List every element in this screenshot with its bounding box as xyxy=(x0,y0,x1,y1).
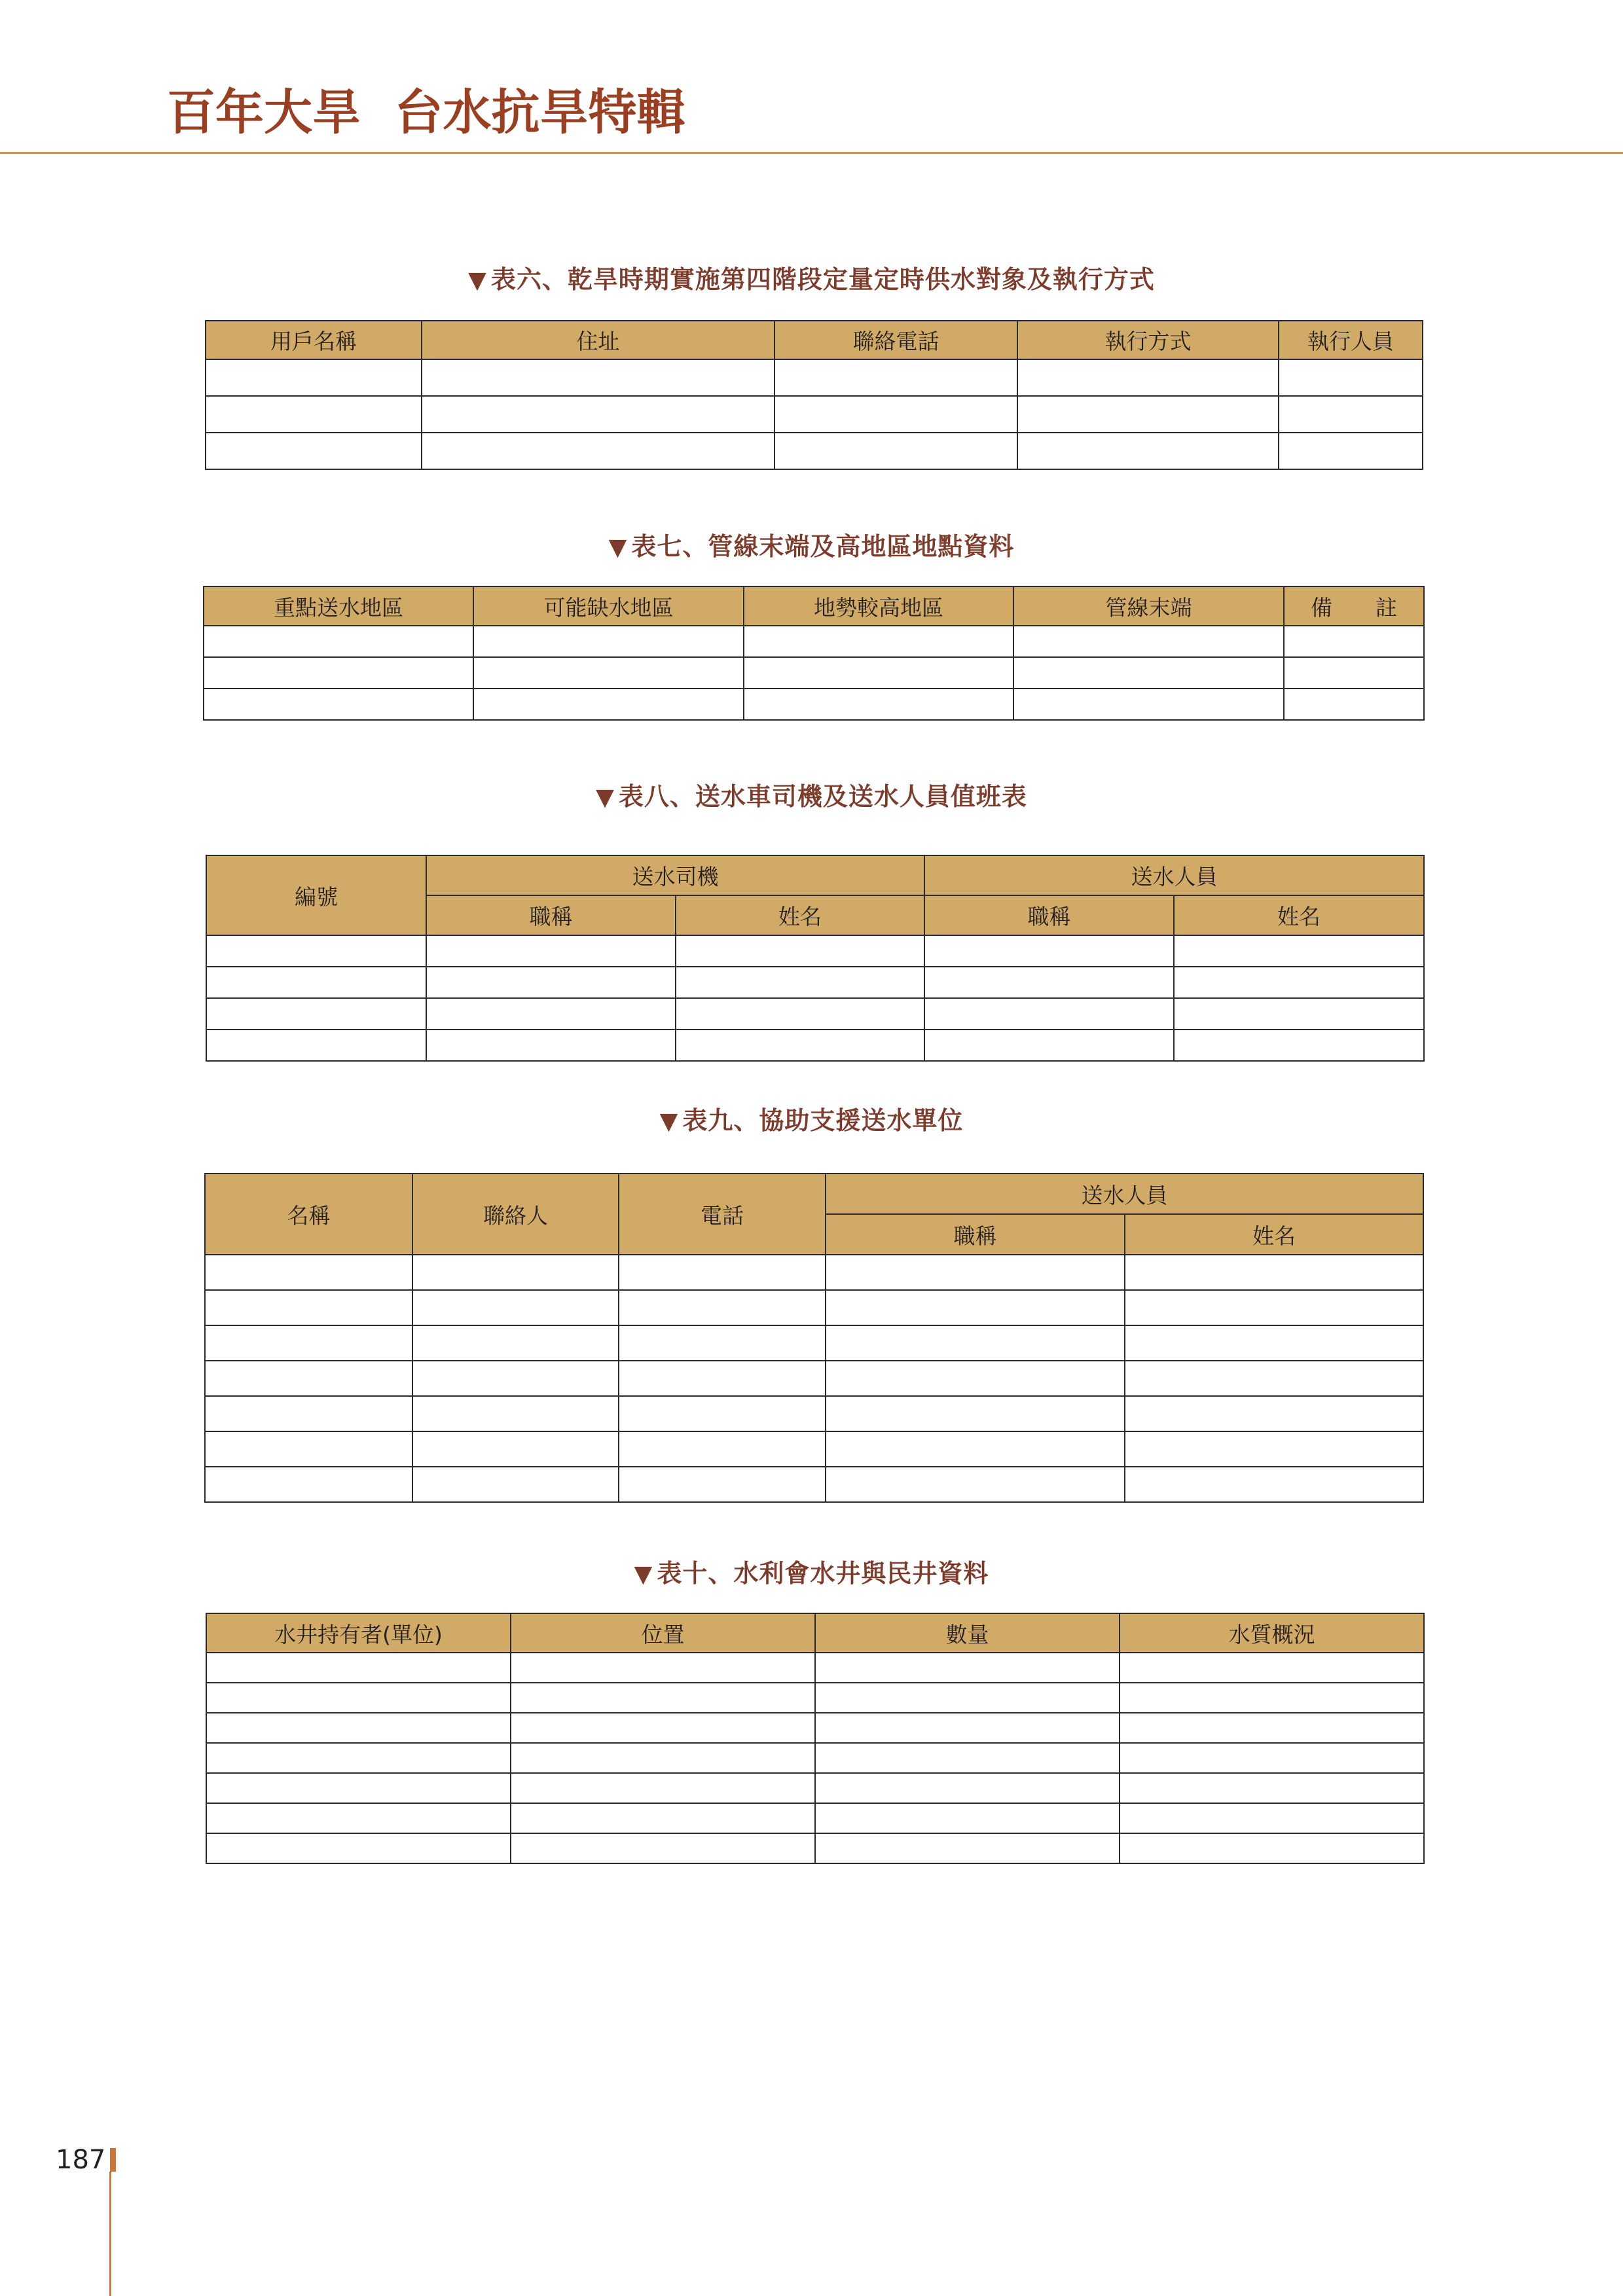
table-cell xyxy=(619,1361,826,1396)
table-cell xyxy=(412,1325,619,1361)
table-cell xyxy=(1120,1833,1424,1863)
table-row xyxy=(206,433,1423,469)
table-cell xyxy=(619,1396,826,1431)
table10-header: 水質概況 xyxy=(1120,1613,1424,1653)
table-row xyxy=(205,1431,1423,1467)
table-row xyxy=(205,1467,1423,1502)
table-cell xyxy=(422,433,775,469)
table-cell xyxy=(205,1255,412,1290)
table-cell xyxy=(205,1325,412,1361)
table-cell xyxy=(815,1683,1120,1713)
table-cell xyxy=(1125,1467,1423,1502)
table-cell xyxy=(826,1431,1125,1467)
table-cell xyxy=(815,1833,1120,1863)
table-cell xyxy=(1120,1773,1424,1803)
table-cell xyxy=(206,1653,511,1683)
table-cell xyxy=(619,1325,826,1361)
table-cell xyxy=(924,967,1174,998)
table-cell xyxy=(619,1431,826,1467)
table-cell xyxy=(206,433,422,469)
table-cell xyxy=(511,1653,815,1683)
table-cell xyxy=(1174,1030,1424,1061)
table-cell xyxy=(1174,935,1424,967)
table8-subheader: 職稱 xyxy=(426,895,676,935)
table-cell xyxy=(422,359,775,396)
table-cell xyxy=(1284,626,1424,657)
table-cell xyxy=(205,1467,412,1502)
table-cell xyxy=(511,1743,815,1773)
table-cell xyxy=(826,1467,1125,1502)
table-cell xyxy=(1279,433,1423,469)
table-cell xyxy=(1013,689,1284,720)
table-cell xyxy=(826,1361,1125,1396)
table9 xyxy=(204,1173,1424,1503)
table6-header: 執行方式 xyxy=(1017,321,1279,359)
page-number: 187 xyxy=(56,2145,106,2175)
table-row xyxy=(206,1773,1424,1803)
table-cell xyxy=(826,1290,1125,1325)
table8-subheader: 姓名 xyxy=(676,895,924,935)
table-cell xyxy=(1125,1325,1423,1361)
table-row xyxy=(205,1361,1423,1396)
table8-group-driver: 送水司機 xyxy=(426,855,924,895)
table-cell xyxy=(1013,626,1284,657)
table-cell xyxy=(676,935,924,967)
triangle-down-icon: ▼ xyxy=(596,784,615,811)
table-cell xyxy=(422,396,775,433)
table-cell xyxy=(473,626,744,657)
table10-header: 水井持有者(單位) xyxy=(206,1613,511,1653)
table-row xyxy=(205,1290,1423,1325)
table9-header: 名稱 xyxy=(205,1174,412,1255)
table-row xyxy=(206,359,1423,396)
table6 xyxy=(205,320,1423,470)
table-cell xyxy=(744,657,1013,689)
table-cell xyxy=(206,1713,511,1743)
table-cell xyxy=(619,1467,826,1502)
table7-header: 可能缺水地區 xyxy=(473,586,744,626)
table-cell xyxy=(1120,1743,1424,1773)
table6-header: 執行人員 xyxy=(1279,321,1423,359)
table-cell xyxy=(1017,359,1279,396)
table-row xyxy=(206,998,1424,1030)
table-cell xyxy=(426,998,676,1030)
table-cell xyxy=(1284,689,1424,720)
table-cell xyxy=(412,1290,619,1325)
triangle-down-icon: ▼ xyxy=(468,267,487,294)
table-cell xyxy=(511,1773,815,1803)
table8-caption: ▼ 表八、送水車司機及送水人員值班表 xyxy=(596,782,1027,811)
table-row xyxy=(206,1030,1424,1061)
table-cell xyxy=(206,1743,511,1773)
table-row xyxy=(205,1325,1423,1361)
table-row xyxy=(206,1653,1424,1683)
table-cell xyxy=(206,967,426,998)
table-row xyxy=(205,1396,1423,1431)
table10-header: 數量 xyxy=(815,1613,1120,1653)
table-cell xyxy=(426,1030,676,1061)
table9-subheader: 職稱 xyxy=(826,1214,1125,1255)
table-cell xyxy=(1120,1683,1424,1713)
table-cell xyxy=(775,396,1017,433)
table-cell xyxy=(206,1030,426,1061)
table-cell xyxy=(1017,396,1279,433)
table-cell xyxy=(1174,967,1424,998)
table-cell xyxy=(1017,433,1279,469)
table-cell xyxy=(205,1290,412,1325)
table-cell xyxy=(826,1255,1125,1290)
table9-header: 聯絡人 xyxy=(412,1174,619,1255)
table-row xyxy=(206,935,1424,967)
table-cell xyxy=(511,1803,815,1833)
table-cell xyxy=(1120,1713,1424,1743)
triangle-down-icon: ▼ xyxy=(659,1108,679,1135)
table-cell xyxy=(473,657,744,689)
table9-group-staff: 送水人員 xyxy=(826,1174,1423,1214)
table-row xyxy=(206,1803,1424,1833)
table7-header: 備 註 xyxy=(1284,586,1424,626)
table-cell xyxy=(206,935,426,967)
table7 xyxy=(203,586,1425,721)
table-cell xyxy=(826,1325,1125,1361)
table9-caption: ▼ 表九、協助支援送水單位 xyxy=(659,1106,964,1135)
table-cell xyxy=(1279,396,1423,433)
table-cell xyxy=(815,1743,1120,1773)
table10 xyxy=(206,1613,1425,1864)
table8-group-staff: 送水人員 xyxy=(924,855,1424,895)
table-row xyxy=(206,1833,1424,1863)
table-row xyxy=(204,626,1424,657)
table8-number-header: 編號 xyxy=(206,855,426,935)
table-cell xyxy=(412,1431,619,1467)
table9-subheader: 姓名 xyxy=(1125,1214,1423,1255)
table-cell xyxy=(676,967,924,998)
header-divider xyxy=(0,152,1623,154)
table-cell xyxy=(205,1361,412,1396)
table-cell xyxy=(744,626,1013,657)
running-header-title: 百年大旱 台水抗旱特輯 xyxy=(167,84,685,141)
table-cell xyxy=(924,1030,1174,1061)
table-row xyxy=(204,657,1424,689)
table6-header: 聯絡電話 xyxy=(775,321,1017,359)
table-cell xyxy=(815,1773,1120,1803)
table-cell xyxy=(775,433,1017,469)
table-cell xyxy=(511,1683,815,1713)
table-cell xyxy=(206,998,426,1030)
table-cell xyxy=(205,1431,412,1467)
table-row xyxy=(205,1255,1423,1290)
table-row xyxy=(204,689,1424,720)
table-cell xyxy=(1125,1396,1423,1431)
table-cell xyxy=(1125,1361,1423,1396)
table-cell xyxy=(775,359,1017,396)
table-row xyxy=(206,967,1424,998)
table8-subheader: 職稱 xyxy=(924,895,1174,935)
table-cell xyxy=(206,1773,511,1803)
table-cell xyxy=(511,1713,815,1743)
table6-header: 用戶名稱 xyxy=(206,321,422,359)
table-cell xyxy=(412,1255,619,1290)
table7-header: 地勢較高地區 xyxy=(744,586,1013,626)
table-cell xyxy=(619,1255,826,1290)
table-cell xyxy=(924,998,1174,1030)
table-cell xyxy=(676,998,924,1030)
table9-header: 電話 xyxy=(619,1174,826,1255)
table-cell xyxy=(924,935,1174,967)
table-cell xyxy=(619,1290,826,1325)
table8-subheader: 姓名 xyxy=(1174,895,1424,935)
table-cell xyxy=(204,689,473,720)
table-row xyxy=(206,1683,1424,1713)
table-cell xyxy=(206,1683,511,1713)
table-cell xyxy=(426,967,676,998)
table-cell xyxy=(1284,657,1424,689)
triangle-down-icon: ▼ xyxy=(608,534,628,561)
table7-header: 重點送水地區 xyxy=(204,586,473,626)
table-cell xyxy=(1174,998,1424,1030)
table-cell xyxy=(205,1396,412,1431)
table7-caption: ▼ 表七、管線末端及高地區地點資料 xyxy=(608,532,1015,561)
table6-caption: ▼ 表六、乾旱時期實施第四階段定量定時供水對象及執行方式 xyxy=(468,265,1155,294)
table-cell xyxy=(1125,1431,1423,1467)
margin-rule xyxy=(109,2172,111,2296)
table-cell xyxy=(412,1467,619,1502)
triangle-down-icon: ▼ xyxy=(634,1561,653,1588)
table-cell xyxy=(1279,359,1423,396)
table-cell xyxy=(511,1833,815,1863)
table-cell xyxy=(1125,1255,1423,1290)
table-cell xyxy=(815,1653,1120,1683)
table7-header: 管線末端 xyxy=(1013,586,1284,626)
table-cell xyxy=(426,935,676,967)
table-cell xyxy=(204,626,473,657)
table-cell xyxy=(676,1030,924,1061)
table-cell xyxy=(815,1803,1120,1833)
table-cell xyxy=(826,1396,1125,1431)
table-row xyxy=(206,1713,1424,1743)
table8 xyxy=(206,855,1425,1062)
table-cell xyxy=(412,1396,619,1431)
table-cell xyxy=(206,359,422,396)
table-row xyxy=(206,1743,1424,1773)
page-number-marker xyxy=(110,2148,116,2172)
table-cell xyxy=(815,1713,1120,1743)
table-cell xyxy=(206,1833,511,1863)
table-cell xyxy=(1120,1653,1424,1683)
table-cell xyxy=(206,1803,511,1833)
table-cell xyxy=(473,689,744,720)
table-row xyxy=(206,396,1423,433)
table10-header: 位置 xyxy=(511,1613,815,1653)
table-cell xyxy=(1120,1803,1424,1833)
table-cell xyxy=(1125,1290,1423,1325)
table-cell xyxy=(1013,657,1284,689)
table-cell xyxy=(206,396,422,433)
table10-caption: ▼ 表十、水利會水井與民井資料 xyxy=(634,1559,989,1588)
table-cell xyxy=(412,1361,619,1396)
table-cell xyxy=(204,657,473,689)
table-cell xyxy=(744,689,1013,720)
table6-header: 住址 xyxy=(422,321,775,359)
